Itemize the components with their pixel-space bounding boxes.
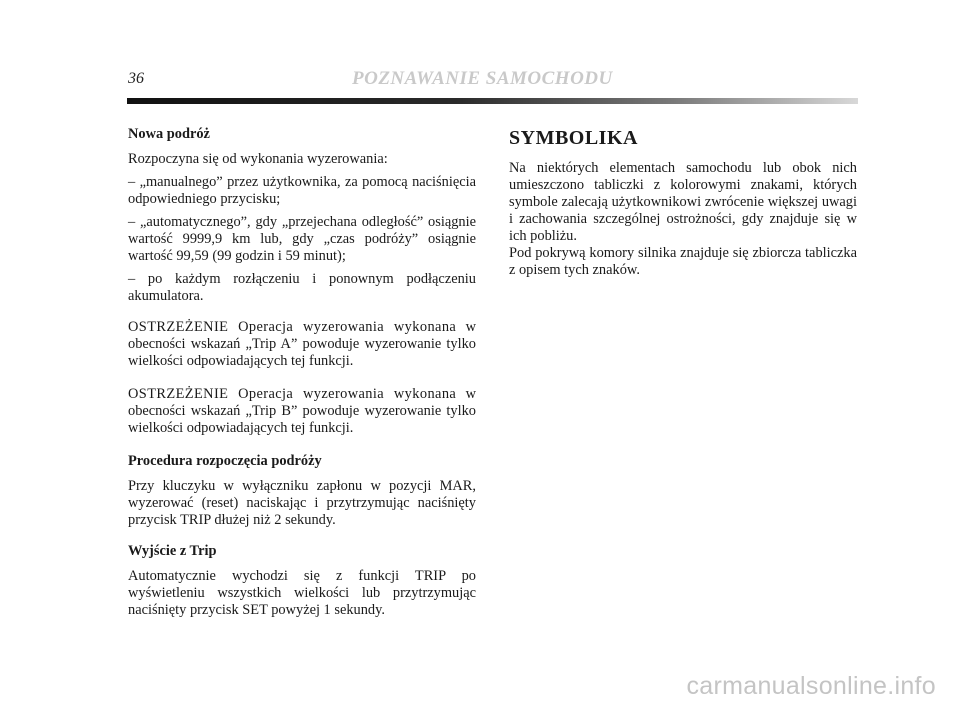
left-column (128, 126, 476, 625)
page-number: 36 (128, 70, 144, 87)
paragraph-intro: Rozpoczyna się od wykonania wyzerowania: (128, 151, 388, 167)
paragraph-symbolika-1: Na niektórych elementach samochodu lub obok nich umieszczono tabliczki z kolorowymi znakami, których symbole zalecają użytkownikowi zwrócenie większej uwagi i zachowania szczególnej ostrożności, gdy znajduje się w ich pobliżu. (509, 160, 857, 244)
paragraph-wyjscie: Automatycznie wychodzi się z funkcji TRIP po wyświetleniu wszystkich wielkości lub przytrzymując naciśnięty przycisk SET powyżej 1 sekundy. (128, 568, 476, 618)
list-item-battery: – po każdym rozłączeniu i ponownym podłączeniu akumulatora. (128, 271, 476, 304)
heading-nowa-podroz: Nowa podróż (128, 126, 210, 142)
list-item-manual: – „manualnego” przez użytkownika, za pomocą naciśnięcia odpowiedniego przycisku; (128, 174, 476, 207)
warning-trip-b (128, 386, 476, 437)
watermark: carmanualsonline.info (686, 672, 936, 700)
heading-wyjscie: Wyjście z Trip (128, 543, 217, 559)
section-title: POZNAWANIE SAMOCHODU (352, 68, 613, 89)
paragraph-symbolika-2: Pod pokrywą komory silnika znajduje się zbiorcza tabliczka z opisem tych znaków. (509, 245, 857, 278)
list-item-automatic: – „automatycznego”, gdy „przejechana odległość” osiągnie wartość 9999,9 km lub, gdy „czas podróży” osiągnie wartość 99,59 (99 godzin i 59 minut); (128, 214, 476, 264)
warning-trip-a (128, 319, 476, 370)
warning-lead: OSTRZEŻENIE Operacja wyzerowania wykonana (128, 319, 457, 335)
page-header (128, 70, 858, 110)
warning-text: w obecności wskazań „Trip B” powoduje wyzerowanie tylko wielkości odpowiadających tej funkcji. (128, 386, 476, 436)
paragraph-procedura: Przy kluczyku w wyłączniku zapłonu w pozycji MAR, wyzerować (reset) naciskając i przytrzymując naciśnięty przycisk TRIP dłużej niż 2 sekundy. (128, 478, 476, 528)
heading-procedura: Procedura rozpoczęcia podróży (128, 453, 322, 469)
warning-lead: OSTRZEŻENIE Operacja wyzerowania wykonana (128, 386, 457, 402)
header-rule (127, 98, 858, 104)
heading-symbolika: SYMBOLIKA (509, 127, 638, 149)
warning-text: w obecności wskazań „Trip A” powoduje wyzerowanie tylko wielkości odpowiadających tej funkcji. (128, 319, 476, 369)
right-column (509, 126, 857, 279)
